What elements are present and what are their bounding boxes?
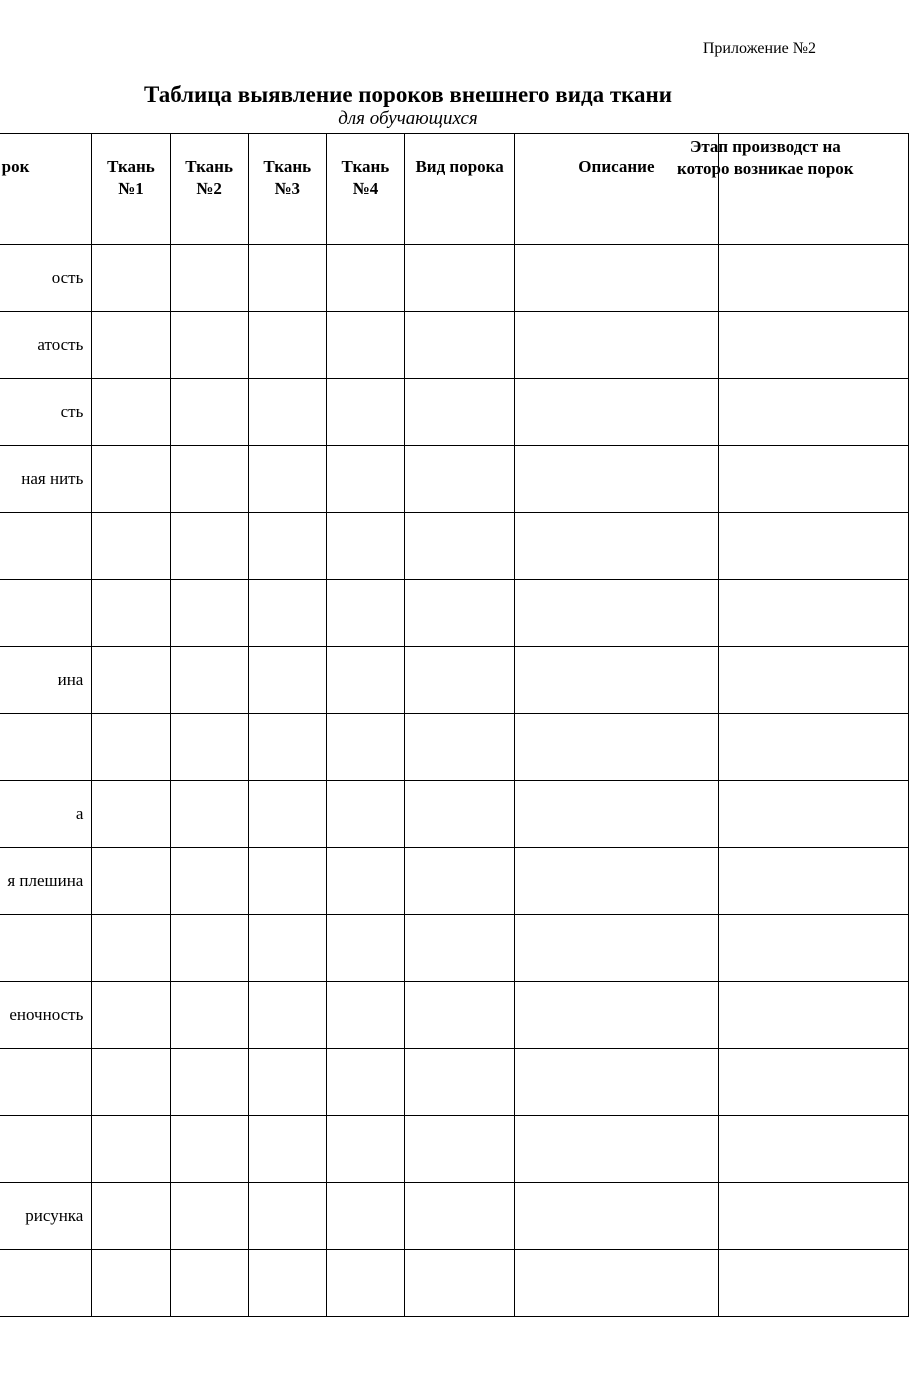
fabric-4-cell[interactable] (326, 915, 404, 982)
fabric-2-cell[interactable] (170, 513, 248, 580)
description-cell[interactable] (515, 1250, 718, 1317)
table-row (0, 513, 909, 580)
fabric-3-cell[interactable] (248, 580, 326, 647)
header-defect: рок (0, 134, 92, 245)
fabric-4-cell[interactable] (326, 245, 404, 312)
defect-name-cell (0, 245, 92, 312)
fabric-2-cell[interactable] (170, 982, 248, 1049)
fabric-3-cell[interactable] (248, 312, 326, 379)
defect-type-cell[interactable] (404, 848, 514, 915)
fabric-1-cell[interactable] (92, 580, 170, 647)
fabric-2-cell[interactable] (170, 848, 248, 915)
table-row (0, 982, 909, 1049)
table-row (0, 915, 909, 982)
fabric-2-cell[interactable] (170, 714, 248, 781)
defect-type-cell[interactable] (404, 915, 514, 982)
fabric-3-cell[interactable] (248, 1250, 326, 1317)
defect-name: ная нить (21, 469, 84, 488)
header-fabric-2: Ткань №2 (170, 134, 248, 245)
header-production-stage (677, 134, 908, 245)
defect-type-cell[interactable] (404, 446, 514, 513)
production-stage-cell[interactable] (718, 446, 908, 513)
fabric-4-cell[interactable] (326, 312, 404, 379)
fabric-4-cell[interactable] (326, 1250, 404, 1317)
fabric-4-cell[interactable] (326, 446, 404, 513)
production-stage-cell[interactable] (718, 312, 908, 379)
description-cell[interactable] (515, 647, 718, 714)
document-title: Таблица выявление пороков внешнего вида ткани (143, 82, 673, 107)
description-cell[interactable] (515, 513, 718, 580)
table-row (0, 1183, 909, 1250)
description-cell[interactable] (515, 379, 718, 446)
table-row (0, 781, 909, 848)
description-cell[interactable] (515, 245, 718, 312)
fabric-4-cell[interactable] (326, 1116, 404, 1183)
production-stage-cell[interactable] (718, 379, 908, 446)
fabric-3-cell[interactable] (248, 647, 326, 714)
header-fabric-4: Ткань №4 (326, 134, 404, 245)
description-cell[interactable] (515, 915, 718, 982)
document-subtitle: для обучающихся (338, 108, 478, 129)
fabric-4-cell[interactable] (326, 848, 404, 915)
fabric-2-cell[interactable] (170, 379, 248, 446)
production-stage-cell[interactable] (718, 513, 908, 580)
fabric-4-cell[interactable] (326, 379, 404, 446)
description-cell[interactable] (515, 446, 718, 513)
production-stage-cell[interactable] (718, 1183, 908, 1250)
description-cell[interactable] (515, 1116, 718, 1183)
fabric-1-cell[interactable] (92, 446, 170, 513)
defects-table-container (0, 133, 854, 1323)
defect-name-cell (0, 513, 92, 580)
table-row (0, 714, 909, 781)
production-stage-cell[interactable] (718, 982, 908, 1049)
fabric-1-cell[interactable] (92, 848, 170, 915)
defect-name-cell (0, 1116, 92, 1183)
table-row (0, 245, 909, 312)
production-stage-cell[interactable] (718, 1250, 908, 1317)
fabric-1-cell[interactable] (92, 915, 170, 982)
fabric-4-cell[interactable] (326, 513, 404, 580)
fabric-4-cell[interactable] (326, 1049, 404, 1116)
fabric-4-cell[interactable] (326, 580, 404, 647)
defect-name-cell (0, 647, 92, 714)
defect-name-cell (0, 580, 92, 647)
header-description: Описание (515, 134, 718, 245)
table-row (0, 1116, 909, 1183)
production-stage-cell[interactable] (718, 580, 908, 647)
defect-name-cell (0, 1250, 92, 1317)
defect-name-cell (0, 982, 92, 1049)
table-row (0, 312, 909, 379)
table-row (0, 647, 909, 714)
fabric-1-cell[interactable] (92, 647, 170, 714)
description-cell[interactable] (515, 312, 718, 379)
fabric-2-cell[interactable] (170, 245, 248, 312)
defect-type-cell[interactable] (404, 1049, 514, 1116)
fabric-1-cell[interactable] (92, 1116, 170, 1183)
description-cell[interactable] (515, 1049, 718, 1116)
production-stage-cell[interactable] (718, 1116, 908, 1183)
defect-type-cell[interactable] (404, 647, 514, 714)
header-fabric-1: Ткань №1 (92, 134, 170, 245)
fabric-2-cell[interactable] (170, 312, 248, 379)
defect-type-cell[interactable] (404, 513, 514, 580)
fabric-2-cell[interactable] (170, 1116, 248, 1183)
defect-name-cell (0, 848, 92, 915)
header-fabric-3: Ткань №3 (248, 134, 326, 245)
fabric-4-cell[interactable] (326, 714, 404, 781)
defect-type-cell[interactable] (404, 379, 514, 446)
header-production-stage-text: Этап производст на которо возникае порок (677, 137, 854, 178)
defect-name: ость (51, 268, 84, 287)
defect-name-cell (0, 379, 92, 446)
production-stage-cell[interactable] (718, 848, 908, 915)
fabric-3-cell[interactable] (248, 1116, 326, 1183)
fabric-3-cell[interactable] (248, 982, 326, 1049)
fabric-4-cell[interactable] (326, 982, 404, 1049)
fabric-1-cell[interactable] (92, 1250, 170, 1317)
production-stage-cell[interactable] (718, 915, 908, 982)
defect-name: я плешина (7, 871, 84, 890)
fabric-2-cell[interactable] (170, 1250, 248, 1317)
fabric-3-cell[interactable] (248, 714, 326, 781)
defect-name: рисунка (25, 1206, 84, 1225)
fabric-2-cell[interactable] (170, 1049, 248, 1116)
table-row (0, 848, 909, 915)
defect-name: а (75, 804, 84, 823)
fabric-2-cell[interactable] (170, 580, 248, 647)
description-cell[interactable] (515, 714, 718, 781)
fabric-1-cell[interactable] (92, 513, 170, 580)
fabric-2-cell[interactable] (170, 1183, 248, 1250)
table-row (0, 379, 909, 446)
defect-name-cell (0, 312, 92, 379)
fabric-3-cell[interactable] (248, 446, 326, 513)
fabric-1-cell[interactable] (92, 379, 170, 446)
fabric-1-cell[interactable] (92, 781, 170, 848)
defect-name-cell (0, 915, 92, 982)
description-cell[interactable] (515, 781, 718, 848)
defect-name-cell (0, 714, 92, 781)
defect-type-cell[interactable] (404, 1116, 514, 1183)
defect-name: сть (60, 402, 84, 421)
fabric-4-cell[interactable] (326, 781, 404, 848)
table-row (0, 1049, 909, 1116)
defect-name-cell (0, 446, 92, 513)
production-stage-cell[interactable] (718, 1049, 908, 1116)
defect-name: еночность (9, 1005, 84, 1024)
description-cell[interactable] (515, 982, 718, 1049)
production-stage-cell[interactable] (718, 781, 908, 848)
description-cell[interactable] (515, 1183, 718, 1250)
fabric-3-cell[interactable] (248, 848, 326, 915)
defect-type-cell[interactable] (404, 312, 514, 379)
fabric-3-cell[interactable] (248, 513, 326, 580)
table-row (0, 580, 909, 647)
defect-type-cell[interactable] (404, 982, 514, 1049)
defect-name-cell (0, 781, 92, 848)
table-row (0, 446, 909, 513)
defect-type-cell[interactable] (404, 580, 514, 647)
appendix-label: Приложение №2 (702, 40, 816, 57)
defect-type-cell[interactable] (404, 1183, 514, 1250)
production-stage-cell[interactable] (718, 245, 908, 312)
fabric-2-cell[interactable] (170, 647, 248, 714)
defect-type-cell[interactable] (404, 1250, 514, 1317)
fabric-3-cell[interactable] (248, 1183, 326, 1250)
production-stage-cell[interactable] (718, 714, 908, 781)
table-row (0, 1250, 909, 1317)
fabric-3-cell[interactable] (248, 245, 326, 312)
fabric-1-cell[interactable] (92, 1183, 170, 1250)
fabric-3-cell[interactable] (248, 1049, 326, 1116)
defect-type-cell[interactable] (404, 245, 514, 312)
fabric-4-cell[interactable] (326, 1183, 404, 1250)
fabric-1-cell[interactable] (92, 982, 170, 1049)
defect-name: ина (57, 670, 84, 689)
header-defect-type: Вид порока (404, 134, 514, 245)
fabric-3-cell[interactable] (248, 781, 326, 848)
defect-type-cell[interactable] (404, 714, 514, 781)
fabric-2-cell[interactable] (170, 781, 248, 848)
fabric-2-cell[interactable] (170, 446, 248, 513)
fabric-1-cell[interactable] (92, 1049, 170, 1116)
defect-name: атость (37, 335, 84, 354)
table-header-row (0, 134, 909, 245)
fabric-2-cell[interactable] (170, 915, 248, 982)
defect-name-cell (0, 1049, 92, 1116)
defect-type-cell[interactable] (404, 781, 514, 848)
fabric-3-cell[interactable] (248, 379, 326, 446)
fabric-4-cell[interactable] (326, 647, 404, 714)
fabric-3-cell[interactable] (248, 915, 326, 982)
defect-name-cell (0, 1183, 92, 1250)
fabric-1-cell[interactable] (92, 714, 170, 781)
defects-table (0, 133, 909, 1317)
fabric-1-cell[interactable] (92, 312, 170, 379)
production-stage-cell[interactable] (718, 647, 908, 714)
description-cell[interactable] (515, 580, 718, 647)
fabric-1-cell[interactable] (92, 245, 170, 312)
description-cell[interactable] (515, 848, 718, 915)
